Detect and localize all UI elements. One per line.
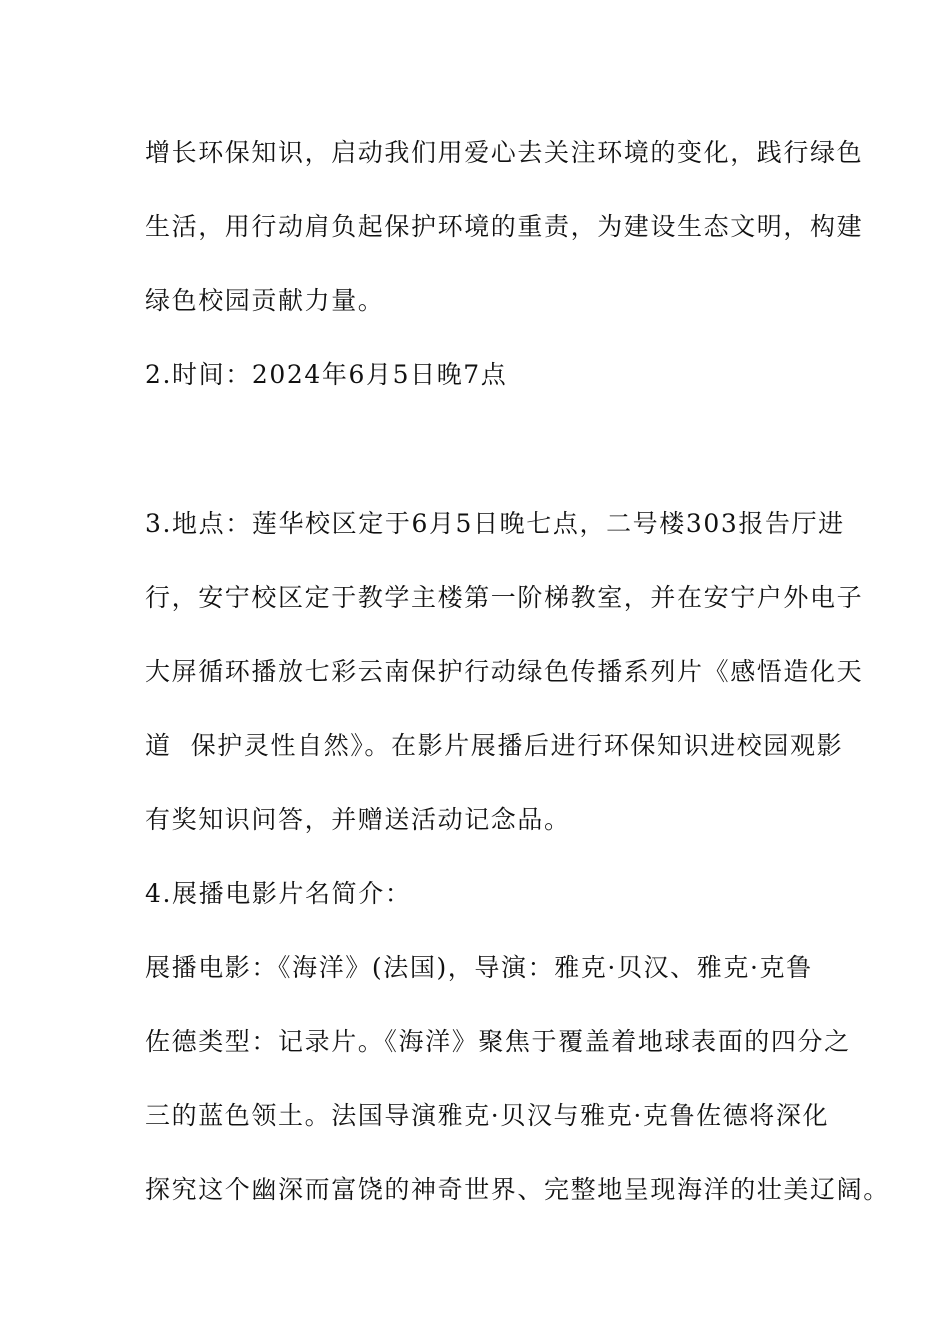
paragraph-line: 有奖知识问答，并赠送活动记念品。	[145, 805, 571, 834]
paragraph-line: 三的蓝色领土。法国导演雅克·贝汉与雅克·克鲁佐德将深化	[145, 1101, 830, 1130]
paragraph-line: 展播电影：《海洋》(法国)，导演：雅克·贝汉、雅克·克鲁	[145, 953, 813, 982]
paragraph-line: 道 保护灵性自然》。在影片展播后进行环保知识进校园观影	[145, 731, 844, 760]
paragraph-line: 探究这个幽深而富饶的神奇世界、完整地呈现海洋的壮美辽阔。	[145, 1175, 890, 1204]
paragraph-line: 绿色校园贡献力量。	[145, 286, 385, 315]
paragraph-line: 佐德类型：记录片。《海洋》聚焦于覆盖着地球表面的四分之	[145, 1027, 851, 1056]
paragraph-line: 生活，用行动肩负起保护环境的重责，为建设生态文明，构建	[145, 212, 864, 241]
film-intro-heading: 4.展播电影片名简介：	[145, 879, 412, 908]
location-line: 3.地点：莲华校区定于6月5日晚七点，二号楼303报告厅进	[145, 509, 845, 538]
paragraph-line: 大屏循环播放七彩云南保护行动绿色传播系列片《感悟造化天	[145, 657, 864, 686]
time-line: 2.时间：2024年6月5日晚7点	[145, 360, 508, 389]
paragraph-line: 行，安宁校区定于教学主楼第一阶梯教室，并在安宁户外电子	[145, 583, 864, 612]
paragraph-line: 增长环保知识，启动我们用爱心去关注环境的变化，践行绿色	[145, 138, 864, 167]
